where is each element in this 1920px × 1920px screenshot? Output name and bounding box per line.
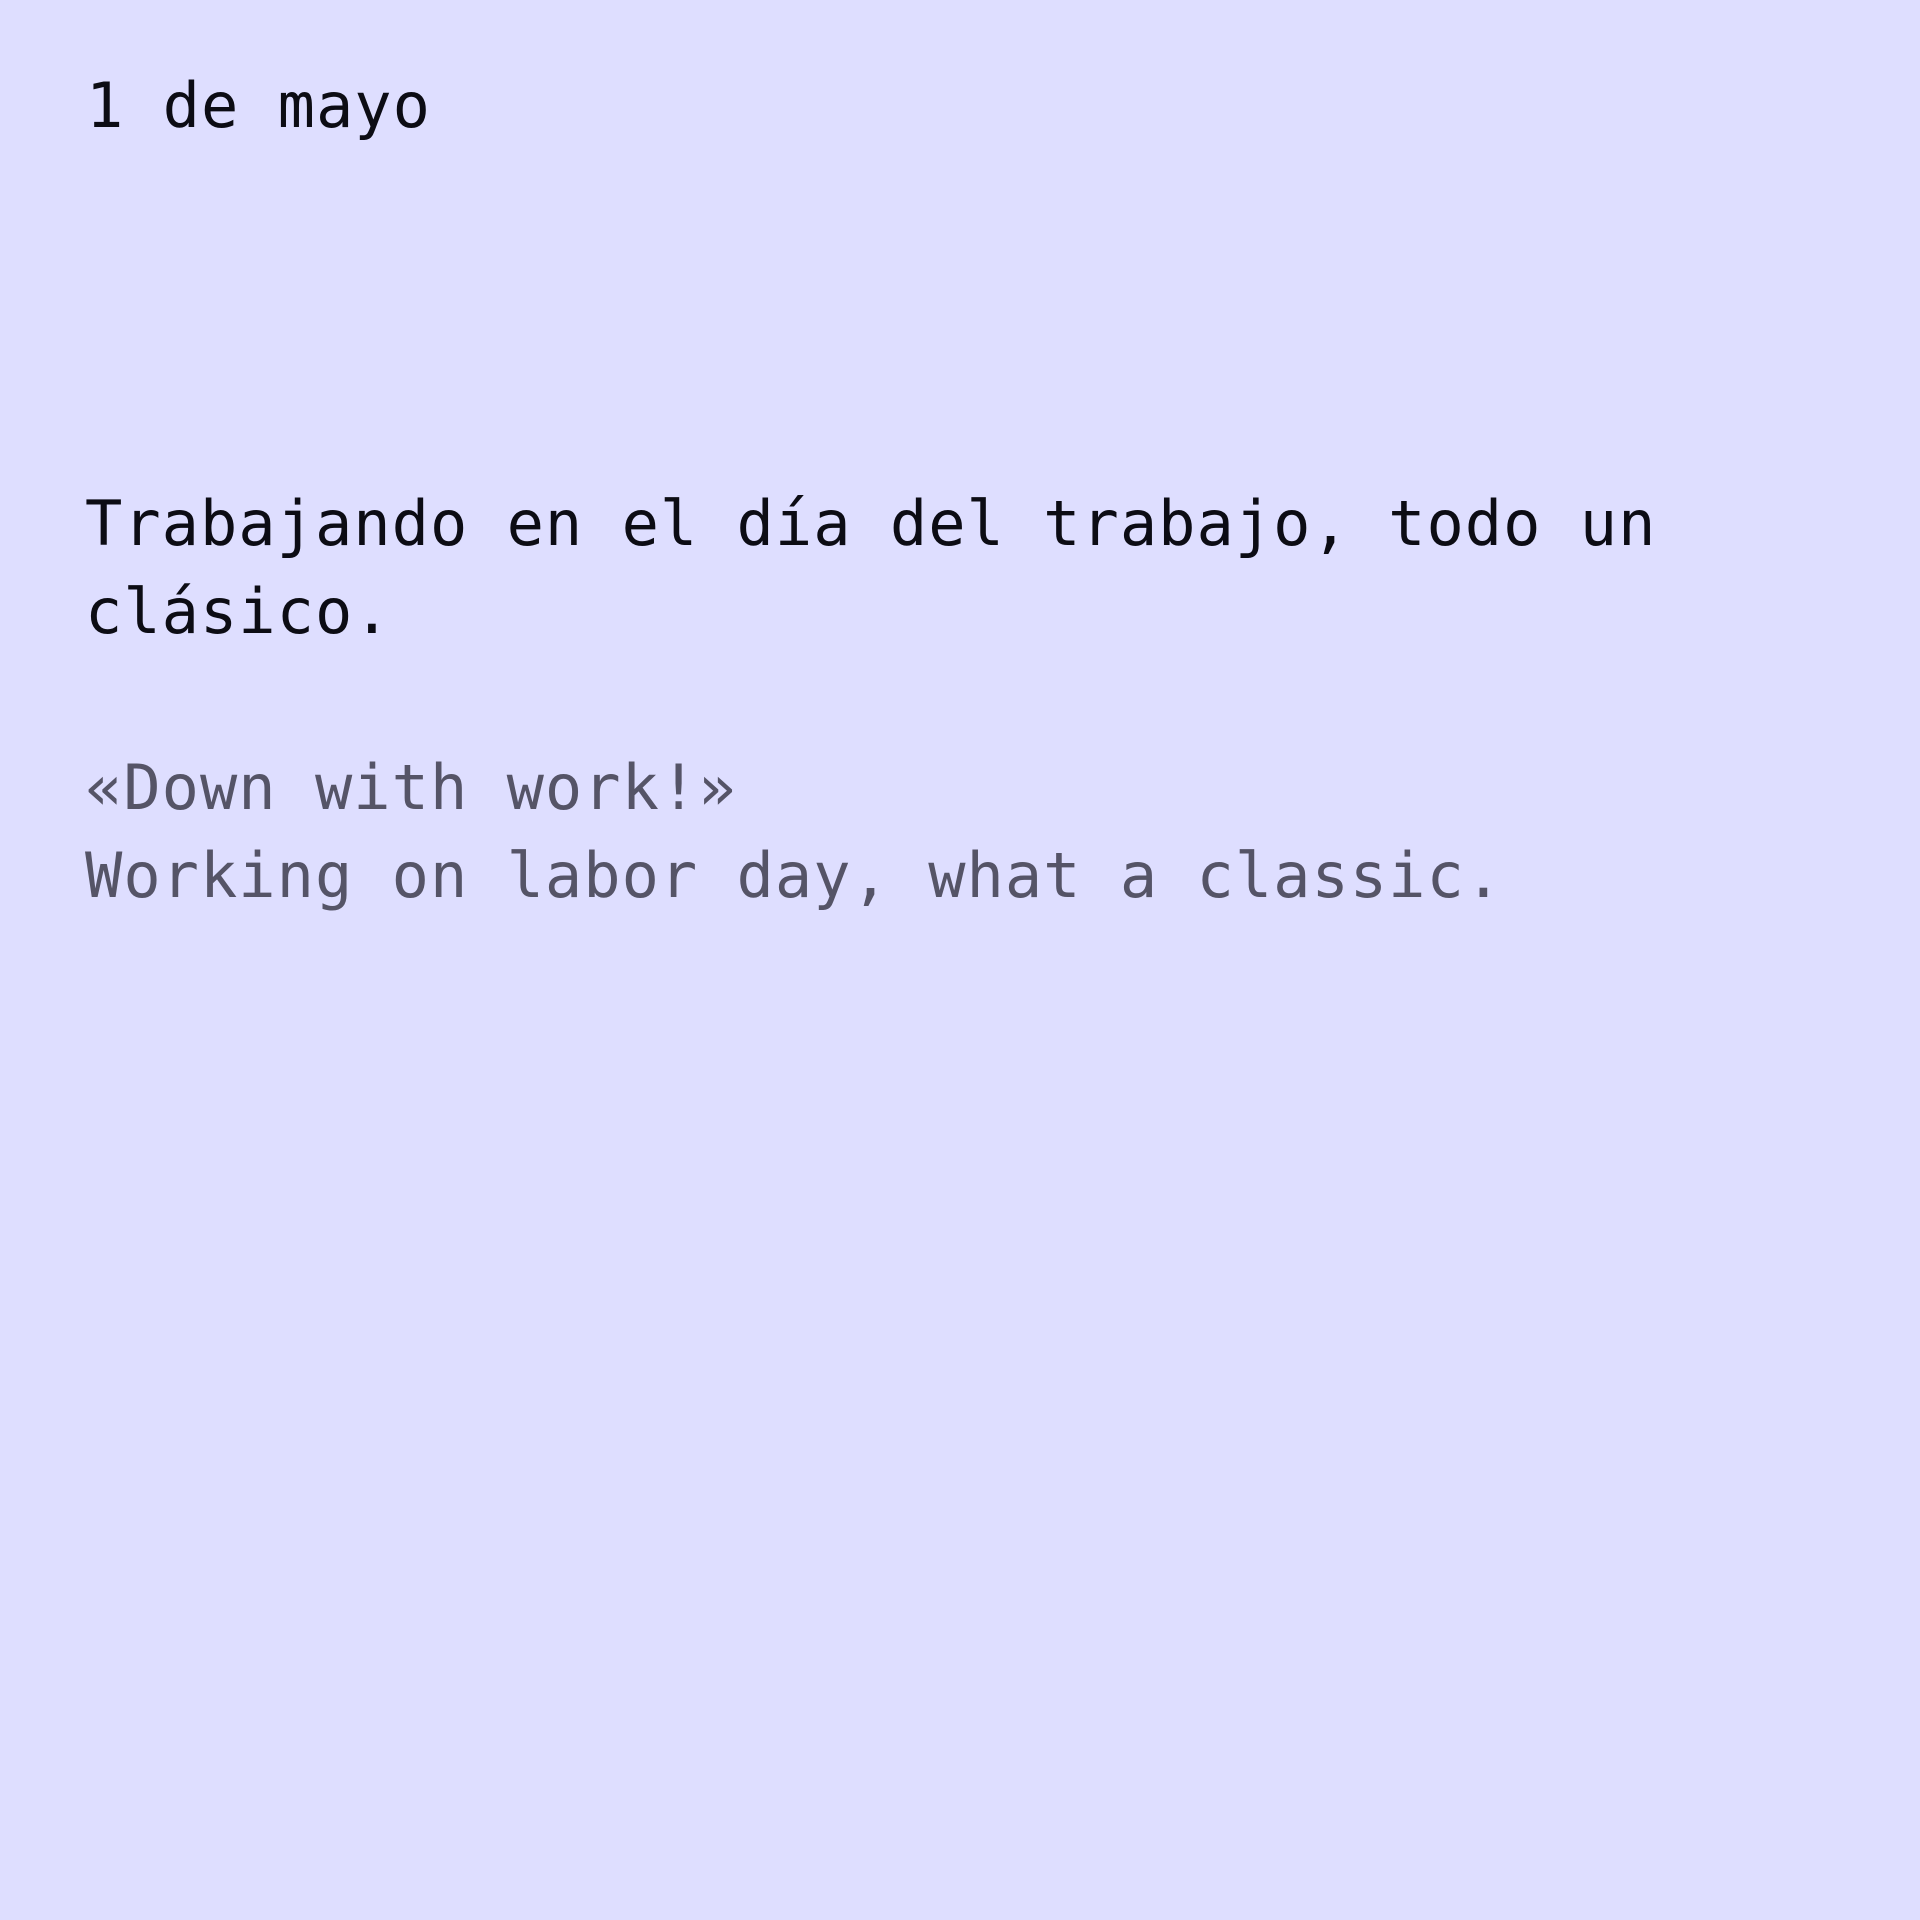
main-text <box>85 480 1657 656</box>
main-text-line-2: clásico. <box>85 575 392 648</box>
main-text-line-1: Trabajando en el día del trabajo, todo un <box>85 487 1657 560</box>
date-heading: 1 de mayo <box>86 69 431 142</box>
translation-block <box>85 744 1645 920</box>
translation-quote: «Down with work!» <box>85 751 737 824</box>
translation-text: Working on labor day, what a classic. <box>85 839 1504 912</box>
